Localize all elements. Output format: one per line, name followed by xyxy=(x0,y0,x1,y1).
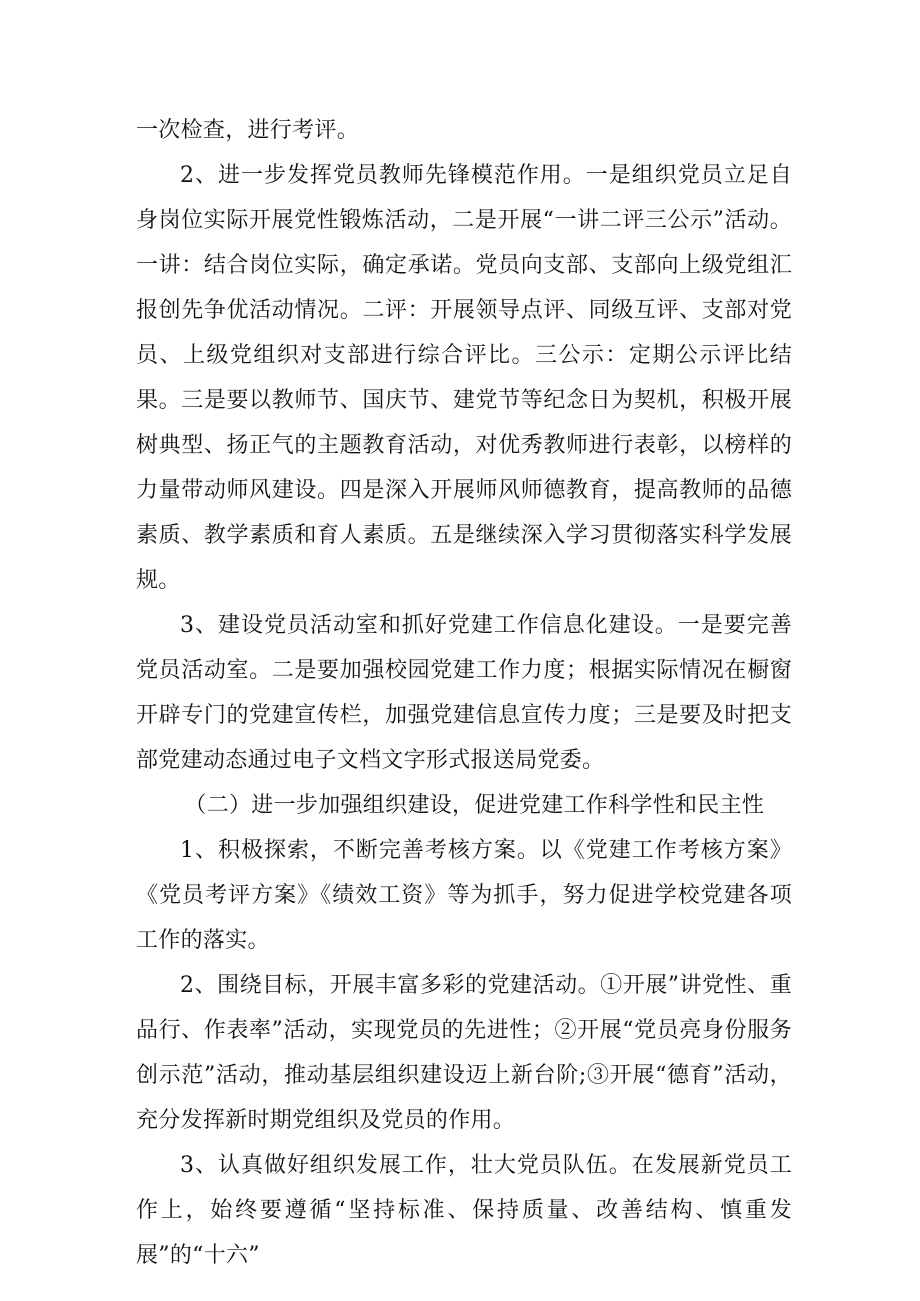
paragraph-item-2-activities: 2、围绕目标，开展丰富多彩的党建活动。①开展”讲党性、重品行、作表率”活动，实现党员的先进性；②开展“党员亮身份服务创示范”活动，推动基层组织建设迈上新台阶;③开展“德育”活动，充分发挥新时期党组织及党员的作用。 xyxy=(136,973,792,1133)
document-body xyxy=(136,108,792,1278)
paragraph-item-2-teacher-role: 2、进一步发挥党员教师先锋模范作用。一是组织党员立足自身岗位实际开展党性锻炼活动，二是开展“一讲二评三公示”活动。一讲：结合岗位实际，确定承诺。党员向支部、支部向上级党组汇报创先争优活动情况。二评：开展领导点评、同级互评、支部对党员、上级党组织对支部进行综合评比。三公示：定期公示评比结果。三是要以教师节、国庆节、建党节等纪念日为契机，积极开展树典型、扬正气的主题教育活动，对优秀教师进行表彰，以榜样的力量带动师风建设。四是深入开展师风师德教育，提高教师的品德素质、教学素质和育人素质。五是继续深入学习贯彻落实科学发展规。 xyxy=(136,163,792,593)
paragraph-continuation: 一次检查，进行考评。 xyxy=(136,118,360,143)
paragraph-item-1-assessment: 1、积极探索，不断完善考核方案。以《党建工作考核方案》《党员考评方案》《绩效工资》等为抓手，努力促进学校党建各项工作的落实。 xyxy=(136,838,792,953)
paragraph-item-3-activity-room: 3、建设党员活动室和抓好党建工作信息化建设。一是要完善党员活动室。二是要加强校园党建工作力度；根据实际情况在橱窗开辟专门的党建宣传栏，加强党建信息宣传力度；三是要及时把支部党建动态通过电子文档文字形式报送局党委。 xyxy=(136,613,792,773)
paragraph-item-3-development: 3、认真做好组织发展工作，壮大党员队伍。在发展新党员工作上，始终要遵循“坚持标准、保持质量、改善结构、慎重发展”的“十六” xyxy=(136,1153,792,1268)
section-heading-organization: （二）进一步加强组织建设，促进党建工作科学性和民主性 xyxy=(184,793,765,818)
